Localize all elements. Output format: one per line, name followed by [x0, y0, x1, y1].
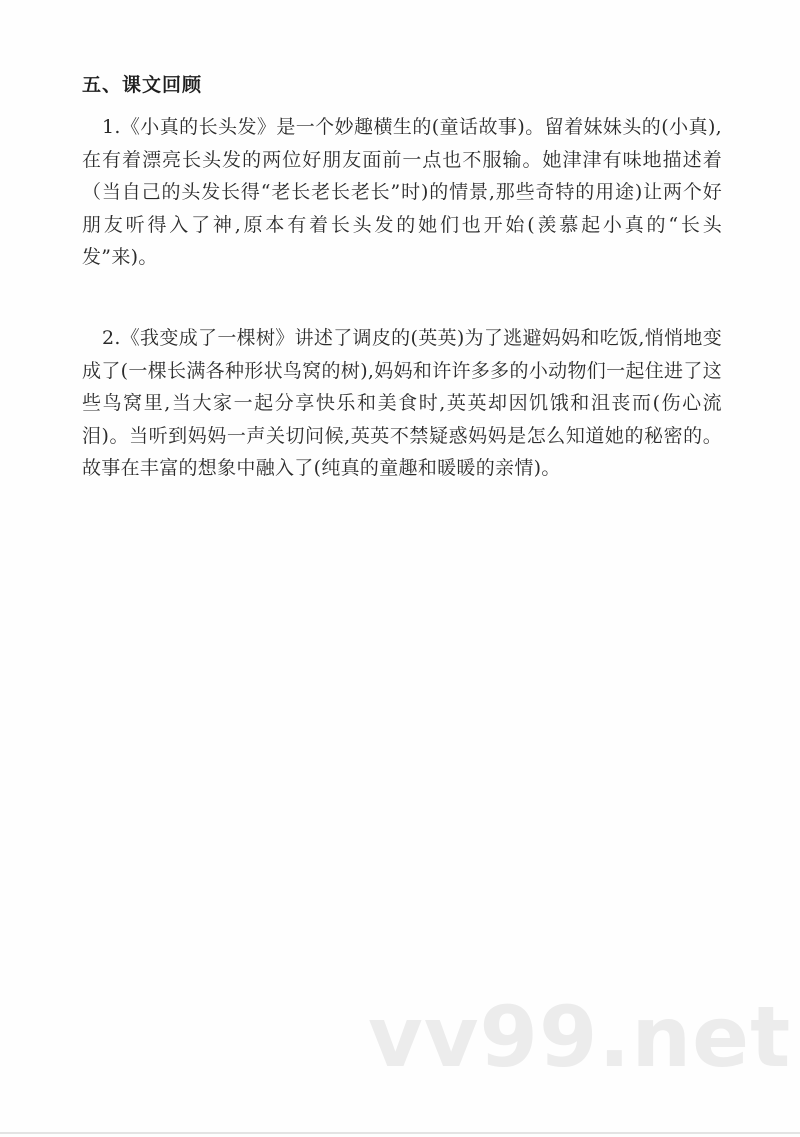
page-bottom-divider	[0, 1132, 800, 1134]
paragraph-1: 1.《小真的长头发》是一个妙趣横生的(童话故事)。留着妹妹头的(小真),在有着漂亮长头发的两位好朋友面前一点也不服输。她津津有味地描述着（当自己的头发长得“老长老长老长”时)的情景,那些奇特的用途)让两个好朋友听得入了神,原本有着长头发的她们也开始(羡慕起小真的“长头发”来)。	[82, 116, 722, 268]
paragraph-2: 2.《我变成了一棵树》讲述了调皮的(英英)为了逃避妈妈和吃饭,悄悄地变成了(一棵长满各种形状鸟窝的树),妈妈和许许多多的小动物们一起住进了这些鸟窝里,当大家一起分享快乐和美食时,英英却因饥饿和沮丧而(伤心流泪)。当听到妈妈一声关切问候,英英不禁疑惑妈妈是怎么知道她的秘密的。故事在丰富的想象中融入了(纯真的童趣和暖暖的亲情)。	[82, 327, 722, 479]
section-title: 五、课文回顾	[82, 74, 203, 96]
watermark: vv99.net	[368, 988, 792, 1086]
